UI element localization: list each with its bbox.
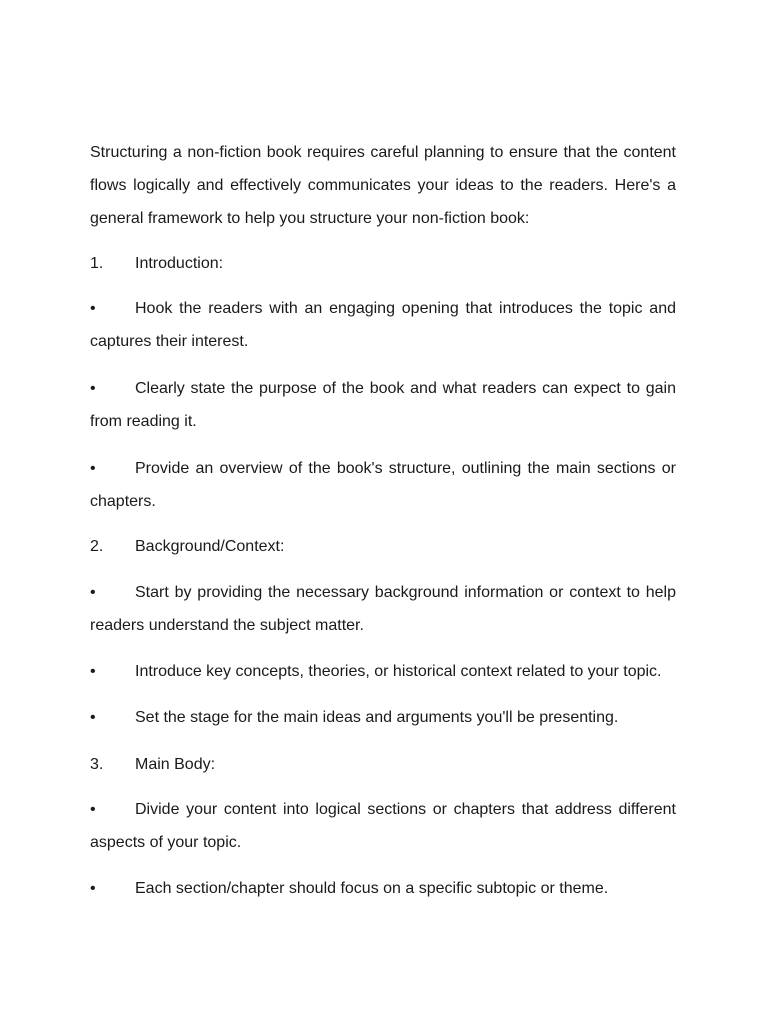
list-item (90, 793, 676, 859)
list-item-text: Introduce key concepts, theories, or historical context related to your topic. (135, 663, 662, 680)
list-item-text: Set the stage for the main ideas and arguments you'll be presenting. (135, 709, 619, 726)
list-number: 1. (90, 255, 104, 272)
bullet-icon: • (90, 801, 96, 818)
list-item (90, 655, 676, 688)
list-item (90, 452, 676, 518)
list-item (90, 372, 676, 438)
bullet-icon: • (90, 880, 96, 897)
list-item-text: Provide an overview of the book's structure, outlining the main sections or chapters. (90, 460, 676, 510)
list-item (90, 872, 676, 905)
document-page (90, 0, 676, 1024)
bullet-icon: • (90, 663, 96, 680)
list-item-text: Hook the readers with an engaging opening that introduces the topic and captures their interest. (90, 300, 676, 350)
bullet-icon: • (90, 460, 96, 477)
list-item (90, 292, 676, 358)
list-item-text: Background/Context: (135, 538, 285, 555)
list-item-text: Start by providing the necessary background information or context to help readers understand the subject matter. (90, 584, 676, 634)
list-item (90, 576, 676, 642)
section-heading-main-body (90, 748, 676, 781)
bullet-icon: • (90, 300, 96, 317)
list-number: 2. (90, 538, 104, 555)
bullet-icon: • (90, 380, 96, 397)
list-item-text: Main Body: (135, 756, 216, 773)
bullet-icon: • (90, 584, 96, 601)
list-item-text: Divide your content into logical sections or chapters that address different aspects of your topic. (90, 801, 676, 851)
list-number: 3. (90, 756, 104, 773)
section-heading-introduction (90, 247, 676, 280)
bullet-icon: • (90, 709, 96, 726)
section-heading-background (90, 530, 676, 563)
list-item-text: Each section/chapter should focus on a specific subtopic or theme. (135, 880, 609, 897)
list-item (90, 701, 676, 734)
intro-paragraph: Structuring a non-fiction book requires careful planning to ensure that the content flows logically and effectively communicates your ideas to the readers. Here's a general framework to help you structure your non-fiction book: (90, 144, 676, 227)
list-item-text: Clearly state the purpose of the book and what readers can expect to gain from reading it. (90, 380, 676, 430)
list-item-text: Introduction: (135, 255, 224, 272)
